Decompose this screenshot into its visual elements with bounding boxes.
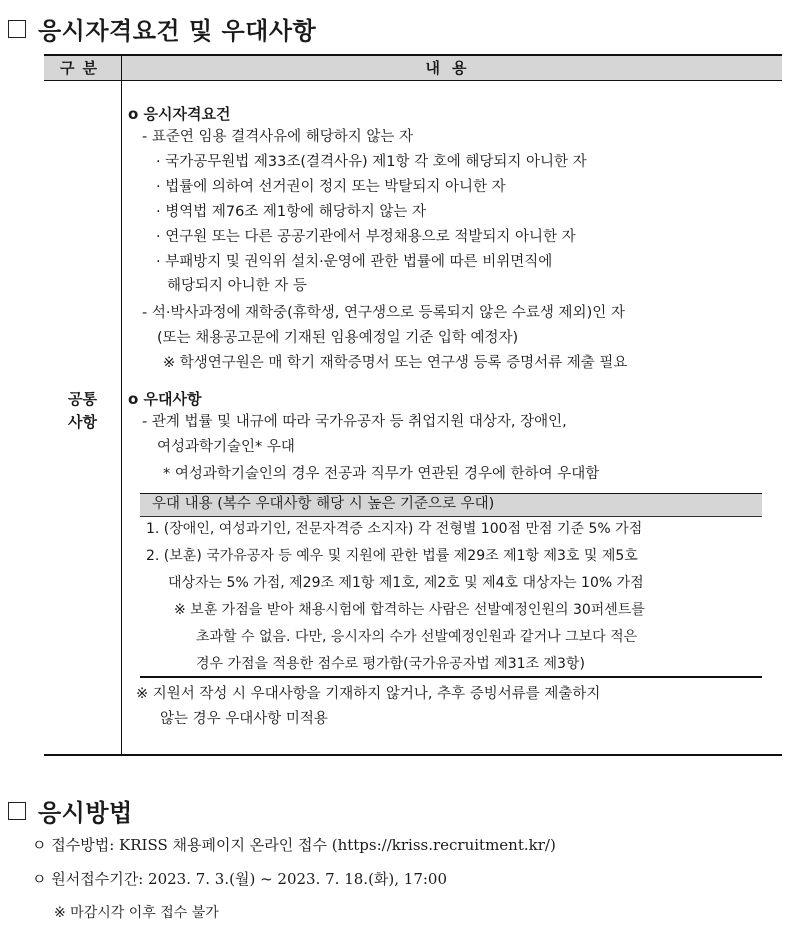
- preference-box-title: 우대 내용 (복수 우대사항 해당 시 높은 기준으로 우대): [152, 496, 495, 512]
- preference-note: 않는 경우 우대사항 미적용: [160, 711, 328, 727]
- section-title-eligibility: [8, 11, 316, 46]
- eligibility-line: · 병역법 제76조 제1항에 해당하지 않는 자: [156, 204, 427, 220]
- preference-note: ※ 지원서 작성 시 우대사항을 기재하지 않거나, 추후 증빙서류를 제출하지: [136, 686, 601, 702]
- eligibility-line: 해당되지 아니한 자 등: [167, 278, 307, 294]
- table-header: [44, 56, 782, 81]
- preference-box-line: 1. (장애인, 여성과기인, 전문자격증 소지자) 각 전형별 100점 만점 기준 5% 가점: [146, 521, 643, 537]
- application-deadline-note: ※ 마감시각 이후 접수 불가: [54, 905, 219, 921]
- section-title-text: 응시자격요건 및 우대사항: [38, 17, 317, 45]
- checkbox-square-icon: [8, 20, 26, 38]
- category-line-2: 사항: [68, 413, 97, 431]
- header-content: 내용: [425, 59, 479, 77]
- category-cell: [44, 388, 121, 434]
- header-category: 구분: [60, 59, 105, 77]
- preference-footnote: * 여성과학기술인의 경우 전공과 직무가 연관된 경우에 한하여 우대함: [163, 466, 600, 482]
- eligibility-heading: o 응시자격요건: [128, 105, 231, 123]
- eligibility-table: [44, 54, 782, 756]
- checkbox-square-icon: [8, 802, 26, 820]
- category-line-1: 공통: [68, 390, 97, 408]
- eligibility-line: - 표준연 임용 결격사유에 해당하지 않는 자: [142, 129, 414, 145]
- section-title-application: [8, 793, 133, 828]
- preference-box-bottom-rule: [140, 676, 762, 678]
- section-title-text: 응시방법: [38, 799, 133, 827]
- preference-line: 여성과학기술인* 우대: [157, 439, 295, 455]
- eligibility-line: (또는 채용공고문에 기재된 임용예정일 기준 입학 예정자): [157, 330, 519, 346]
- preference-box-note: 초과할 수 없음. 다만, 응시자의 수가 선발예정인원과 같거나 그보다 적은: [196, 629, 638, 645]
- eligibility-line: · 부패방지 및 권익위 설치·운영에 관한 법률에 따른 비위면직에: [156, 254, 553, 270]
- preference-box-line: 2. (보훈) 국가유공자 등 예우 및 지원에 관한 법률 제29조 제1항 제3호 및 제5호: [146, 548, 638, 564]
- preference-box-note: 경우 가점을 적용한 점수로 평가함(국가유공자법 제31조 제3항): [196, 656, 585, 672]
- preference-heading: o 우대사항: [128, 390, 202, 408]
- column-divider: [121, 56, 122, 754]
- eligibility-line: · 연구원 또는 다른 공공기관에서 부정채용으로 적발되지 아니한 자: [156, 229, 576, 245]
- preference-line: - 관계 법률 및 내규에 따라 국가유공자 등 취업지원 대상자, 장애인,: [142, 414, 567, 430]
- application-method-item: ㅇ 접수방법: KRISS 채용페이지 온라인 접수 (https://kriss.recruitment.kr/): [32, 836, 556, 854]
- eligibility-line: · 법률에 의하여 선거권이 정지 또는 박탈되지 아니한 자: [156, 179, 506, 195]
- preference-box-note: ※ 보훈 가점을 받아 채용시험에 합격하는 사람은 선발예정인원의 30퍼센트를: [174, 602, 645, 618]
- eligibility-line: - 석·박사과정에 재학중(휴학생, 연구생으로 등록되지 않은 수료생 제외)인 자: [142, 305, 625, 321]
- preference-box-line: 대상자는 5% 가점, 제29조 제1항 제1호, 제2호 및 제4호 대상자는 10% 가점: [168, 575, 644, 591]
- application-period-item: ㅇ 원서접수기간: 2023. 7. 3.(월) ~ 2023. 7. 18.(화), 17:00: [32, 870, 448, 888]
- eligibility-note: ※ 학생연구원은 매 학기 재학증명서 또는 연구생 등록 증명서류 제출 필요: [163, 355, 628, 371]
- eligibility-line: · 국가공무원법 제33조(결격사유) 제1항 각 호에 해당되지 아니한 자: [156, 154, 587, 170]
